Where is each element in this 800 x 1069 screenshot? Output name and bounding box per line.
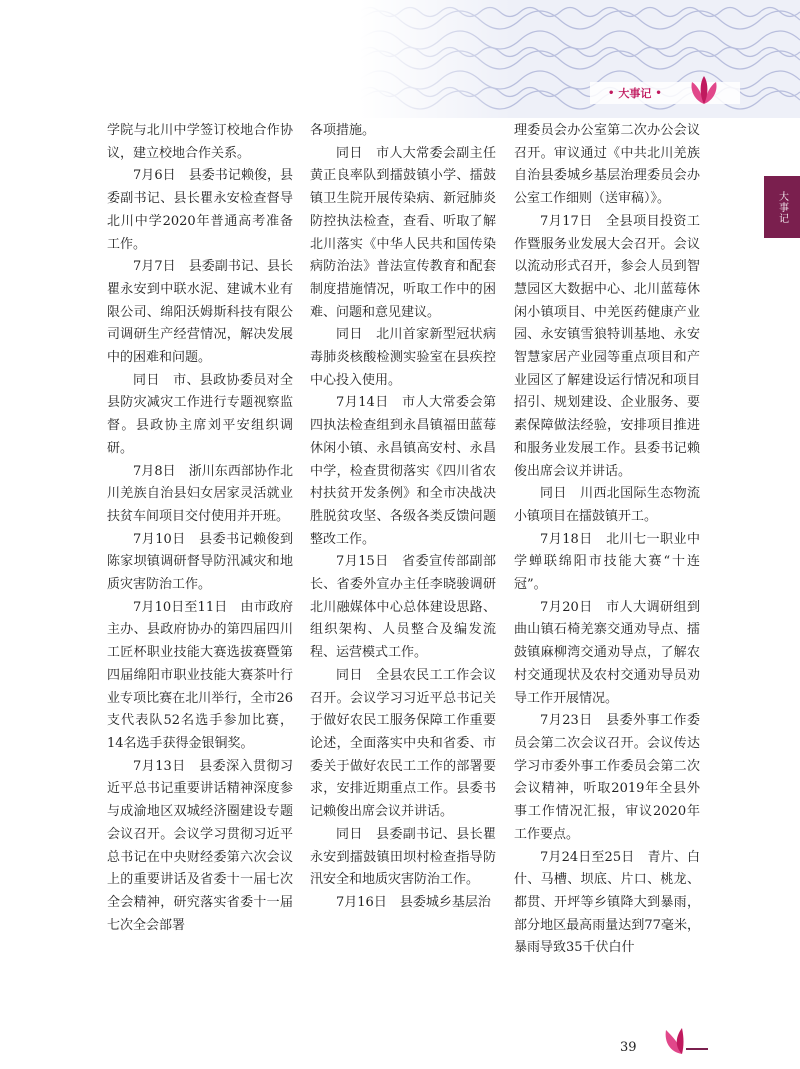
chronicle-paragraph: 同日 川西北国际生态物流小镇项目在擂鼓镇开工。 [514,486,700,524]
chronicle-paragraph: 7月24日至25日 青片、白什、马槽、坝底、片口、桃龙、都贯、开坪等乡镇降大到暴雨，部分地区最高雨量达到77毫米，暴雨导致35千伏白什 [514,849,700,956]
chronicle-paragraph: 7月13日 县委深入贯彻习近平总书记重要讲话精神深度参与成渝地区双城经济圈建设专题会议召开。会议学习贯彻习近平总书记在中央财经委第六次会议上的重要讲话及省委十一届七次全会精神，研究落实省委十一届七次全会部署 [107,758,293,933]
chronicle-paragraph: 7月14日 市人大常委会第四执法检查组到永昌镇福田蓝莓休闲小镇、永昌镇高安村、永昌中学，检查贯彻落实《四川省农村扶贫开发条例》和全市决战决胜脱贫攻坚、各级各类反馈问题整改工作。 [310,395,496,547]
section-header-label [608,82,662,104]
chronicle-paragraph: 同日 市人大常委会副主任黄正良率队到擂鼓镇小学、擂鼓镇卫生院开展传染病、新冠肺炎防控执法检查，查看、听取了解北川落实《中华人民共和国传染病防治法》普法宣传教育和配套制度措施情况，听取工作中的困难、问题和意见建议。 [310,145,496,320]
page-number: 39 [620,1040,637,1055]
chronicle-paragraph: 7月10日至11日 由市政府主办、县政府协办的第四届四川工匠杯职业技能大赛选拔赛暨第四届绵阳市职业技能大赛茶叶行业专项比赛在北川举行，全市26支代表队52名选手参加比赛，14名选手获得金银铜奖。 [107,599,293,751]
chronicle-paragraph: 各项措施。 [310,123,376,138]
bullet-icon: • [608,87,615,99]
side-section-tab: 大事记 [764,176,800,238]
chronicle-paragraph: 7月15日 省委宣传部副部长、省委外宣办主任李晓骏调研北川融媒体中心总体建设思路、组织架构、人员整合及编发流程、运营模式工作。 [310,554,496,661]
lotus-footer-icon [660,1026,686,1060]
chronicle-paragraph: 理委员会办公室第二次办公会议召开。审议通过《中共北川羌族自治县委城乡基层治理委员会办公室工作细则（送审稿）》。 [514,123,700,207]
chronicle-paragraph: 学院与北川中学签订校地合作协议，建立校地合作关系。 [107,123,293,161]
chronicle-paragraph: 7月17日 全县项目投资工作暨服务业发展大会召开。会议以流动形式召开，参会人员到智慧园区大数据中心、北川蓝莓休闲小镇项目、中羌医药健康产业园、永安镇雪狼特训基地、永安智慧家居产业园等重点项目和产业园区了解建设运行情况和项目招引、规划建设、企业服务、要素保障做法经验，安排项目推进和服务业发展工作。县委书记赖俊出席会议并讲话。 [514,213,700,479]
section-title: 大事记 [618,87,652,100]
lotus-icon [686,74,722,110]
text-column-1 [107,120,293,937]
bullet-icon: • [655,87,662,99]
header-wave-band [360,0,800,118]
chronicle-paragraph: 7月6日 县委书记赖俊，县委副书记、县长瞿永安检查督导北川中学2020年普通高考准备工作。 [107,168,293,252]
chronicle-paragraph: 7月10日 县委书记赖俊到陈家坝镇调研督导防汛减灾和地质灾害防治工作。 [107,531,293,593]
chronicle-paragraph: 同日 县委副书记、县长瞿永安到擂鼓镇田坝村检查指导防汛安全和地质灾害防治工作。 [310,826,496,888]
text-column-2 [310,120,496,915]
footer-rule [686,1048,708,1050]
chronicle-paragraph: 7月18日 北川七一职业中学蝉联绵阳市技能大赛“十连冠”。 [514,531,700,593]
chronicle-paragraph: 同日 市、县政协委员对全县防灾减灾工作进行专题视察监督。县政协主席刘平安组织调研。 [107,372,293,456]
chronicle-paragraph: 同日 北川首家新型冠状病毒肺炎核酸检测实验室在县疾控中心投入使用。 [310,327,496,388]
chronicle-paragraph: 7月16日 县委城乡基层治 [336,894,491,910]
chronicle-paragraph: 7月7日 县委副书记、县长瞿永安到中联水泥、建诚木业有限公司、绵阳沃姆斯科技有限公司调研生产经营情况，解决发展中的困难和问题。 [107,259,293,366]
text-column-3 [514,120,700,960]
chronicle-paragraph: 7月20日 市人大调研组到曲山镇石椅羌寨交通劝导点、擂鼓镇麻柳湾交通劝导点，了解农村交通现状及农村交通劝导员劝导工作开展情况。 [514,599,700,706]
chronicle-paragraph: 同日 全县农民工工作会议召开。会议学习习近平总书记关于做好农民工服务保障工作重要论述，全面落实中央和省委、市委关于做好农民工工作的部署要求，安排近期重点工作。县委书记赖俊出席会议并讲话。 [310,667,496,820]
chronicle-paragraph: 7月23日 县委外事工作委员会第二次会议召开。会议传达学习市委外事工作委员会第二次会议精神，听取2019年全县外事工作情况汇报，审议2020年工作要点。 [514,713,700,842]
chronicle-paragraph: 7月8日 浙川东西部协作北川羌族自治县妇女居家灵活就业扶贫车间项目交付使用并开班。 [107,463,293,524]
